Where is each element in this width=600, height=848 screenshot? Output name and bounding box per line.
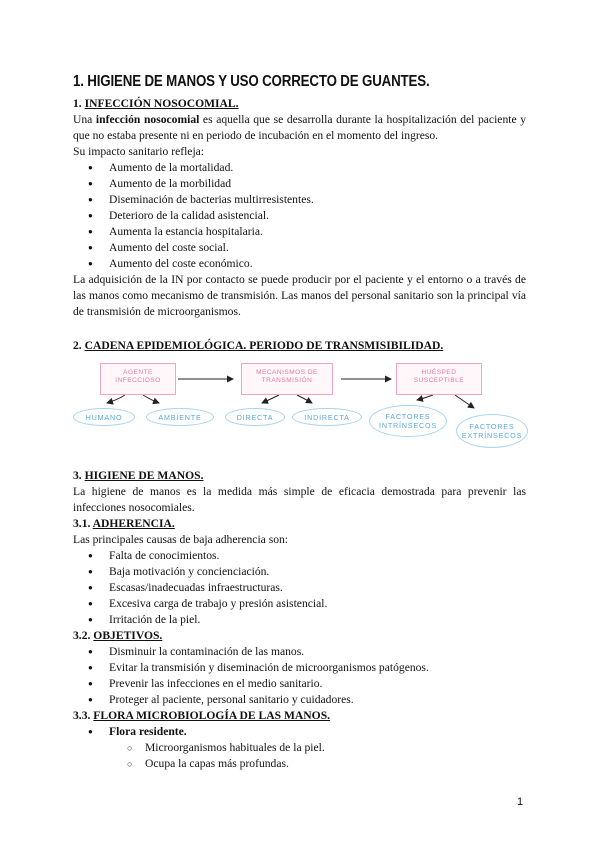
subsection-3-1-heading <box>73 516 526 532</box>
objectives-list <box>73 644 526 708</box>
section-3-number: 3. <box>73 469 82 482</box>
arrow-to-directa <box>262 395 279 403</box>
list-item: ● Deterioro de la calidad asistencial. <box>73 208 526 224</box>
section-2-title: CADENA EPIDEMIOLÓGICA. PERIODO DE TRANSMISIBILIDAD. <box>84 339 444 352</box>
list-item: ● Aumento del coste social. <box>73 240 526 256</box>
impact-list <box>73 160 526 272</box>
subsection-3-1-number: 3.1. <box>73 517 91 530</box>
arrow-to-intrinsecos <box>417 395 433 400</box>
definition-term: infección nosocomial <box>95 113 200 126</box>
list-item: ● Proteger al paciente, personal sanitario y cuidadores. <box>73 692 526 708</box>
section-1-number: 1. <box>73 97 82 110</box>
list-item: ● Disminuir la contaminación de las manos. <box>73 644 526 660</box>
subsection-3-1-title: ADHERENCIA. <box>92 517 175 530</box>
hand-hygiene-intro: La higiene de manos es la medida más simple de eficacia demostrada para prevenir las infecciones nosocomiales. <box>73 485 526 514</box>
agente-infeccioso-box: AGENTE INFECCIOSO <box>100 363 176 395</box>
subsection-3-3-heading <box>73 708 526 724</box>
flora-resident-sublist <box>73 740 526 772</box>
indirecta-node: INDIRECTA <box>292 408 362 426</box>
impact-intro: Su impacto sanitario refleja: <box>73 145 205 158</box>
directa-node: DIRECTA <box>225 408 285 426</box>
flora-list <box>73 724 526 740</box>
factores-extrinsecos-node: FACTORES EXTRÍNSECOS <box>456 414 528 448</box>
list-item: ● Excesiva carga de trabajo y presión asistencial. <box>73 596 526 612</box>
factores-intrinsecos-node: FACTORES INTRÍNSECOS <box>369 405 447 437</box>
transmission-paragraph: La adquisición de la IN por contacto se puede producir por el paciente y el entorno o a través de las manos como mecanismo de transmisión. Las manos del personal sanitario son la principal vía de transmisión de microorganismos. <box>73 273 526 318</box>
section-2-heading <box>73 338 526 354</box>
list-item: ● Aumento de la mortalidad. <box>73 160 526 176</box>
section-3-heading <box>73 468 526 484</box>
arrow-to-humano <box>107 395 125 403</box>
section-2-number: 2. <box>73 339 82 352</box>
subsection-3-2-title: OBJETIVOS. <box>93 629 163 642</box>
definition-prefix: Una <box>73 113 96 126</box>
definition-paragraph <box>73 112 526 144</box>
list-item: ● Aumento del coste económico. <box>73 256 526 272</box>
arrow-to-ambiente <box>143 395 159 403</box>
adherence-list <box>73 548 526 628</box>
page-number: 1 <box>517 796 524 808</box>
list-item: ● Aumento de la morbilidad <box>73 176 526 192</box>
subsection-3-2-number: 3.2. <box>73 629 91 642</box>
humano-node: HUMANO <box>73 408 135 426</box>
mecanismos-transmision-box: MECANISMOS DE TRANSMISIÓN <box>241 363 333 395</box>
huesped-susceptible-box: HUÉSPED SUSCEPTIBLE <box>396 363 482 395</box>
list-item: ● Irritación de la piel. <box>73 612 526 628</box>
list-item: ● Aumenta la estancia hospitalaria. <box>73 224 526 240</box>
document-body <box>73 96 526 772</box>
subsection-3-2-heading <box>73 628 526 644</box>
arrow-to-extrinsecos <box>455 395 474 408</box>
definition-text: es aquella que se desarrolla durante la hospitalización del paciente y que no estaba presente ni en periodo de incubación en el momento del ingreso. <box>73 113 527 142</box>
list-item: ○ Ocupa la capas más profundas. <box>73 756 526 772</box>
list-item: ● Diseminación de bacterias multirresistentes. <box>73 192 526 208</box>
list-item: ● Falta de conocimientos. <box>73 548 526 564</box>
list-item: ● Prevenir las infecciones en el medio sanitario. <box>73 676 526 692</box>
arrow-to-indirecta <box>297 395 312 403</box>
flora-resident-label: ● Flora residente. <box>73 724 526 740</box>
section-3-title: HIGIENE DE MANOS. <box>84 469 204 482</box>
subsection-3-3-title: FLORA MICROBIOLOGÍA DE LAS MANOS. <box>93 709 331 722</box>
list-item: ● Escasas/inadecuadas infraestructuras. <box>73 580 526 596</box>
list-item: ● Baja motivación y concienciación. <box>73 564 526 580</box>
subsection-3-3-number: 3.3. <box>73 709 91 722</box>
section-1-heading <box>73 96 526 112</box>
epidemiological-chain-diagram <box>73 358 526 456</box>
section-1-title: INFECCIÓN NOSOCOMIAL. <box>84 97 239 110</box>
adherence-intro: Las principales causas de baja adherencia son: <box>73 533 289 546</box>
page-title: 1. HIGIENE DE MANOS Y USO CORRECTO DE GUANTES. <box>73 73 430 90</box>
list-item: ○ Microorganismos habituales de la piel. <box>73 740 526 756</box>
list-item: ● Evitar la transmisión y diseminación de microorganismos patógenos. <box>73 660 526 676</box>
ambiente-node: AMBIENTE <box>146 408 214 426</box>
